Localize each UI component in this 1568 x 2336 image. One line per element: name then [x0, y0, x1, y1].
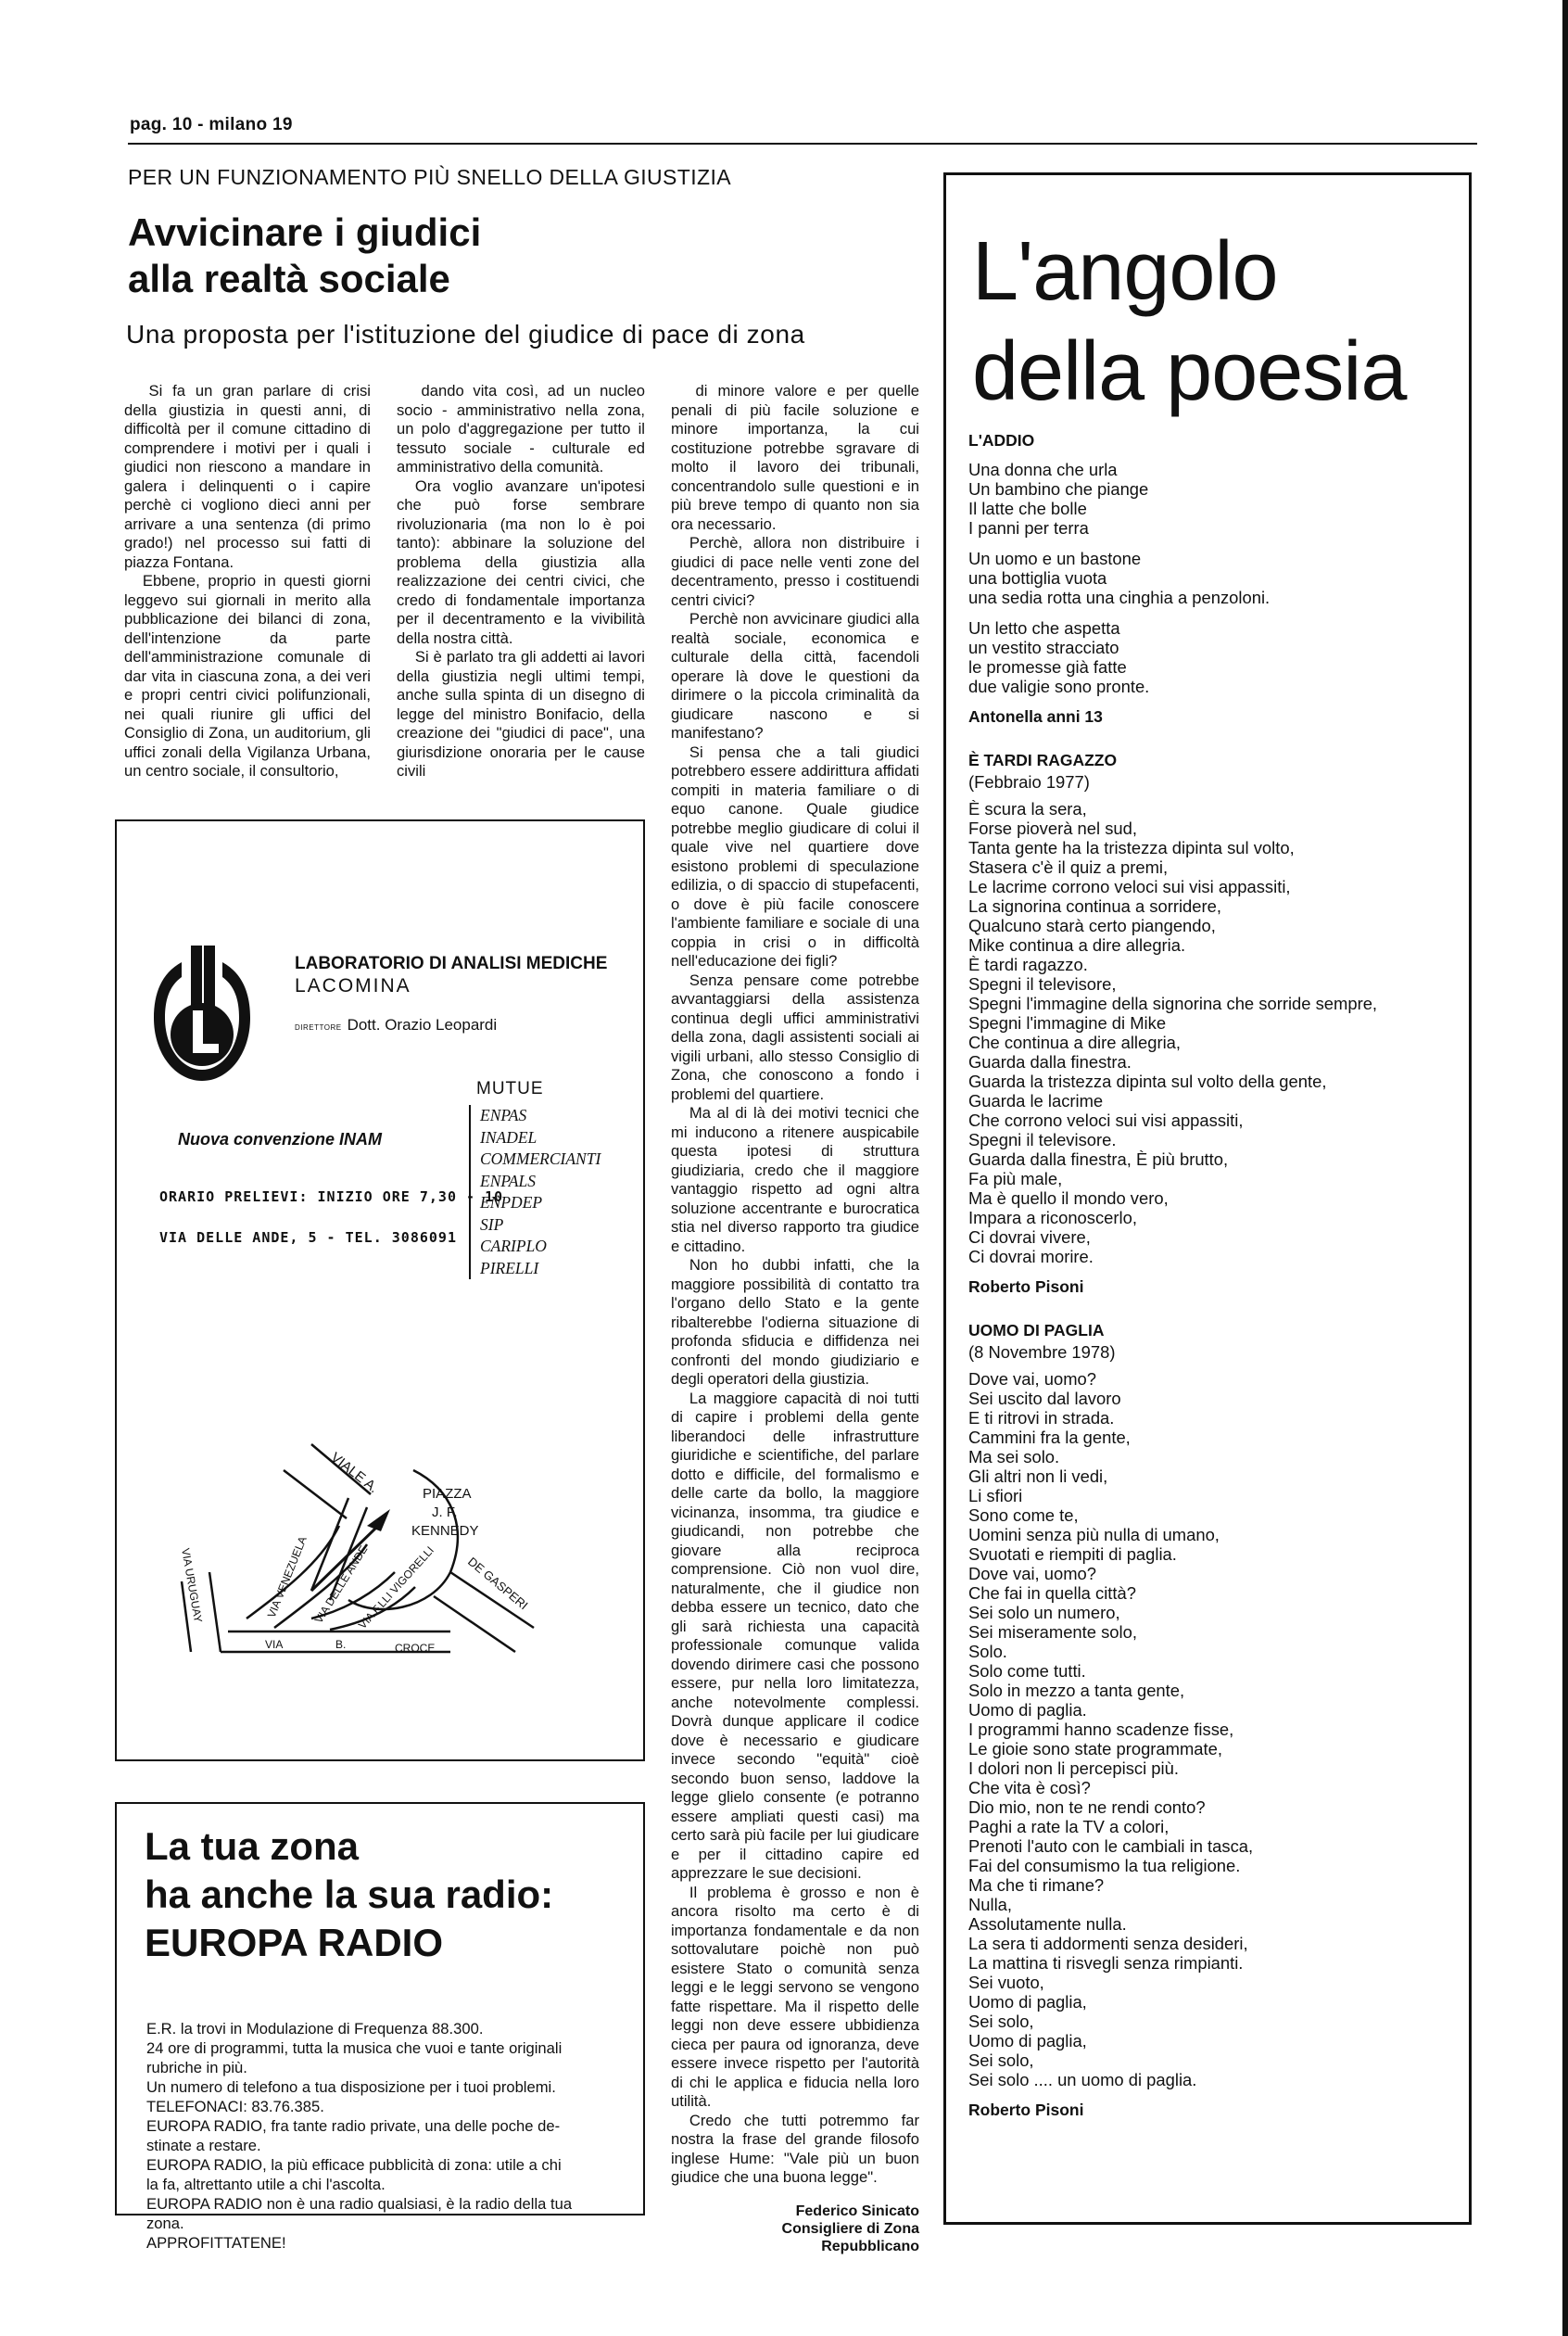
poem-title: L'ADDIO	[968, 431, 1035, 450]
radio-headline-line: La tua zona	[145, 1824, 360, 1868]
poem-line: Guarda la tristezza dipinta sul volto della gente,	[968, 1072, 1327, 1091]
poem-line: I panni per terra	[968, 518, 1089, 538]
radio-line: TELEFONACI: 83.76.385.	[146, 2098, 324, 2115]
poem-line: Che corrono veloci sui visi appassiti,	[968, 1111, 1244, 1130]
article-title	[128, 209, 481, 301]
poem-line: Dove vai, uomo?	[968, 1369, 1097, 1389]
poem-line: Mike continua a dire allegria.	[968, 935, 1186, 955]
poem-line: È scura la sera,	[968, 799, 1087, 819]
poem-date: (Febbraio 1977)	[968, 772, 1090, 792]
poem-line: Un bambino che piange	[968, 479, 1149, 499]
poem-line: E ti ritrovi in strada.	[968, 1408, 1115, 1428]
poem-line: Ma sei solo.	[968, 1447, 1060, 1466]
poem-line: Guarda dalla finestra, È più brutto,	[968, 1149, 1229, 1169]
radio-line: zona.	[146, 2215, 184, 2232]
map-label-street: VIA	[265, 1638, 284, 1651]
poem-line: La mattina ti risvegli senza rimpianti.	[968, 1953, 1244, 1973]
poem-line: Tanta gente ha la tristezza dipinta sul volto,	[968, 838, 1295, 857]
poem-stanza	[968, 549, 1460, 607]
poem-line: Dio mio, non te ne rendi conto?	[968, 1797, 1206, 1817]
radio-line: EUROPA RADIO non è una radio qualsiasi, è la radio della tua	[146, 2195, 573, 2213]
map-label-street: VIA F.LLI VIGORELLI	[355, 1543, 437, 1632]
page-edge	[1562, 0, 1568, 2336]
poem-line: Le lacrime corrono veloci sui visi appassiti,	[968, 877, 1291, 896]
poetry-title	[972, 222, 1406, 422]
poem-stanza	[968, 1369, 1460, 2089]
paragraph: Si fa un gran parlare di crisi della giustizia in questi anni, di difficoltà per il comune cittadino di comprendere i motivi per i quali i giudici non riescono a mandare in galera i delinquenti o i capire perchè ci vogliono dieci anni per arrivare a una sentenza (di primo grado!) nel processo sui fatti di piazza Fontana.	[124, 382, 371, 571]
poem-line: Spegni l'immagine di Mike	[968, 1013, 1167, 1033]
poem-line: Che continua a dire allegria,	[968, 1033, 1182, 1052]
mutue-item: PIRELLI	[480, 1258, 539, 1277]
map-label-street: VIA VENEZUELA	[264, 1534, 310, 1620]
poem-line: un vestito stracciato	[968, 638, 1119, 657]
paragraph: Perchè, allora non distribuire i giudici di pace nelle venti zone del decentramento, presso i costituendi centri civici?	[671, 534, 919, 609]
poem-line: Cammini fra la gente,	[968, 1428, 1131, 1447]
poem-line: Fa più male,	[968, 1169, 1063, 1188]
poem-line: una bottiglia vuota	[968, 568, 1107, 588]
article-kicker: PER UN FUNZIONAMENTO PIÙ SNELLO DELLA GIUSTIZIA	[128, 165, 731, 189]
lab-logo-icon	[154, 946, 250, 1083]
article-title-line: Avvicinare i giudici	[128, 210, 482, 254]
poem-date: (8 Novembre 1978)	[968, 1342, 1116, 1362]
poem-line: Spegni il televisore,	[968, 974, 1117, 994]
poem-stanza	[968, 799, 1460, 1266]
poem-stanza	[968, 618, 1460, 696]
paragraph: Senza pensare come potrebbe avvantaggiarsi della assistenza continua degli uffici amministrativi della zona, dagli assistenti sociali ai vigili urbani, allo stesso Consiglio di Zona, che conoscono a fondo i problemi del quartiere.	[671, 971, 919, 1103]
paragraph: Si pensa che a tali giudici potrebbero essere addirittura affidati compiti in materia familiare o di equo canone. Quale giudice potrebbe meglio giudicare di colui il quale vive nel quartiere dove esistono problemi di speculazione edilizia, o di spaccio di stupefacenti, o dove è più facile conoscere l'ambiente familiare e sociale di una coppia in crisi o in difficoltà nell'educazione dei figli?	[671, 743, 919, 970]
radio-headline	[145, 1822, 553, 1967]
paragraph: Ebbene, proprio in questi giorni leggevo sui giornali in merito alla pubblicazione dei bilanci di zona, dell'intenzione da parte dell'amministrazione comunale di dar vita in ciascuna zona, a dei veri e propri centri civici polifunzionali, nei quali riunire gli uffici del Consiglio di Zona, un auditorium, gli uffici zonali della Vigilanza Urbana, un centro sociale, il consultorio,	[124, 572, 371, 780]
director-label: DIRETTORE	[295, 1023, 342, 1032]
map-label-piazza: KENNEDY	[411, 1523, 479, 1539]
poem-line: Ma che ti rimane?	[968, 1875, 1105, 1895]
lab-director	[295, 1016, 497, 1035]
paragraph: Ora voglio avanzare un'ipotesi che può forse sembrare rivoluzionaria (ma non lo è poi tanto): abbinare la soluzione del problema della giustizia alla realizzazione dei centri civici, che credo di fondamentale importanza per il decentramento e la vivibilità della nostra città.	[397, 476, 645, 647]
lab-name	[295, 953, 607, 997]
article-column-3	[671, 382, 919, 2255]
poem-line: Ci dovrai morire.	[968, 1247, 1094, 1266]
map-label-street: VIA DELLE ANDE	[311, 1543, 371, 1626]
poem-line: Guarda le lacrime	[968, 1091, 1104, 1111]
poem-line: Nulla,	[968, 1895, 1013, 1914]
poem-line: Qualcuno starà certo piangendo,	[968, 916, 1216, 935]
poem-stanza	[968, 460, 1460, 538]
poem-line: Una donna che urla	[968, 460, 1118, 479]
poem-line: Uomo di paglia,	[968, 1992, 1087, 2012]
signature-line: Repubblicano	[821, 2238, 919, 2254]
poem-line: Le gioie sono state programmate,	[968, 1739, 1222, 1758]
paragraph: Credo che tutti potremmo far nostra la frase del grande filosofo inglese Hume: "Vale più un buon giudice che una buona legge".	[671, 2111, 919, 2186]
poem-line: Che vita è così?	[968, 1778, 1091, 1797]
article-column-1	[124, 382, 371, 781]
poem-line: Sei solo,	[968, 2050, 1034, 2070]
poem-title: È TARDI RAGAZZO	[968, 751, 1118, 769]
poem-line: Sei solo un numero,	[968, 1603, 1120, 1622]
poem-line: La sera ti addormenti senza desideri,	[968, 1934, 1248, 1953]
signature-line: Consigliere di Zona	[781, 2220, 919, 2237]
radio-line: Un numero di telefono a tua disposizione per i tuoi problemi.	[146, 2078, 556, 2096]
paragraph: dando vita così, ad un nucleo socio - amministrativo nella zona, un polo d'aggregazione per tutto il tessuto sociale - culturale ed amministrativo della comunità.	[397, 382, 645, 476]
article-subtitle: Una proposta per l'istituzione del giudice di pace di zona	[126, 320, 805, 349]
lab-advertisement	[115, 819, 645, 1761]
map-label-street: B.	[335, 1638, 347, 1651]
director-name: Dott. Orazio Leopardi	[347, 1016, 498, 1034]
poem-line: Impara a riconoscerlo,	[968, 1208, 1137, 1227]
poetry-title-line: L'angolo	[972, 225, 1278, 318]
poem-line: Prenoti l'auto con le cambiali in tasca,	[968, 1836, 1254, 1856]
location-map	[172, 1433, 599, 1683]
poem-line: Uomini senza più nulla di umano,	[968, 1525, 1220, 1544]
poem-line: Un uomo e un bastone	[968, 549, 1142, 568]
mutue-item: SIP	[480, 1214, 504, 1234]
radio-headline-line: ha anche la sua radio:	[145, 1873, 554, 1916]
poem-line: Uomo di paglia.	[968, 1700, 1087, 1720]
radio-body	[146, 2019, 628, 2253]
article-title-line: alla realtà sociale	[128, 256, 450, 300]
mutue-item: ENPDEP	[480, 1193, 543, 1212]
radio-headline-line: EUROPA RADIO	[145, 1921, 444, 1964]
poem-line: Dove vai, uomo?	[968, 1564, 1097, 1583]
map-label-street: VIA URUGUAY	[179, 1547, 205, 1624]
mutue-item: COMMERCIANTI	[480, 1149, 601, 1168]
map-label-street: CROCE	[395, 1642, 436, 1655]
radio-line: stinate a restare.	[146, 2137, 261, 2154]
poetry-title-line: della poesia	[972, 325, 1407, 418]
paragraph: Si è parlato tra gli addetti ai lavori della giustizia negli ultimi tempi, anche sulla spinta di un disegno di legge del ministro Bonifacio, della creazione dei "giudici di pace", una giurisdizione onoraria per le cause civili	[397, 648, 645, 780]
poem-line: Sei uscito dal lavoro	[968, 1389, 1121, 1408]
poem-line: due valigie sono pronte.	[968, 677, 1150, 696]
poem-line: Sei miseramente solo,	[968, 1622, 1137, 1642]
poem-line: una sedia rotta una cinghia a penzoloni.	[968, 588, 1271, 607]
radio-line: EUROPA RADIO, la più efficace pubblicità di zona: utile a chi	[146, 2156, 562, 2174]
poem-author: Roberto Pisoni	[968, 1277, 1084, 1296]
mutue-heading: MUTUE	[476, 1079, 544, 1098]
poem-line: Stasera c'è il quiz a premi,	[968, 857, 1169, 877]
poem-line: Paghi a rate la TV a colori,	[968, 1817, 1170, 1836]
poem-line: Fai del consumismo la tua religione.	[968, 1856, 1241, 1875]
mutue-item: CARIPLO	[480, 1237, 547, 1255]
radio-advertisement	[115, 1802, 645, 2252]
poem-line: I programmi hanno scadenze fisse,	[968, 1720, 1234, 1739]
poem-line: Ma è quello il mondo vero,	[968, 1188, 1169, 1208]
poem-line: Svuotati e riempiti di paglia.	[968, 1544, 1177, 1564]
poem-line: Solo come tutti.	[968, 1661, 1086, 1681]
radio-line: rubriche in più.	[146, 2059, 247, 2076]
poem-line: La signorina continua a sorridere,	[968, 896, 1221, 916]
poem-line: Sei vuoto,	[968, 1973, 1044, 1992]
poem-line: Spegni il televisore.	[968, 1130, 1117, 1149]
poem-line: Gli altri non li vedi,	[968, 1466, 1108, 1486]
paragraph: La maggiore capacità di noi tutti di capire i problemi della gente liberandoci delle infrastrutture giuridiche e scientifiche, del parlare dotto e difficile, del formalismo e delle carte da bollo, la maggiore vicinanza, insomma, tra giudice e giudicandi, non potrebbe che giovare alla reciproca comprensione. Ciò non vuol dire, naturalmente, che il giudice non debba essere un tecnico, dato che gli sarà richiesta una capacità professionale comunque valida dovendo dirimere casi che possono essere, pur nella loro limitatezza, anche notevolmente complessi. Dovrà dunque applicare il codice dove è necessario e giudicare invece secondo "equità" cioè secondo buon senso, laddove la legge glielo consente (e potranno essere ampliati questi casi) ma certo sarà più facile per lui giudicare e per il cittadino capire ed apprezzare le sue decisioni.	[671, 1389, 919, 1882]
lab-address: VIA DELLE ANDE, 5 - TEL. 3086091	[159, 1229, 457, 1246]
paragraph: Non ho dubbi infatti, che la maggiore possibilità di contatto tra l'organo dello Stato e la gente ribalterebbe l'odierna situazione di profonda sfiducia e diffidenza nei confronti del mondo giudiziario e degli operatori della giustizia.	[671, 1256, 919, 1388]
poem-line: Il latte che bolle	[968, 499, 1087, 518]
poem-line: Li sfiori	[968, 1486, 1023, 1505]
poetry-corner	[943, 172, 1472, 2225]
convenzione-text: Nuova convenzione INAM	[178, 1130, 383, 1149]
paragraph: Il problema è grosso e non è ancora risolto ma certo è di importanza fondamentale e da non sottovalutare poichè non può esistere Stato o comunità senza leggi e le leggi servono se vengono fatte rispettare. Ma il rispetto delle leggi non deve essere ubbidienza cieca per paura od ignoranza, deve essere invece rispetto per l'autorità di chi le applica e fiducia nella loro utilità.	[671, 1883, 919, 2110]
poem-line: Sei solo,	[968, 2012, 1034, 2031]
map-label-street: VIALE A.	[327, 1449, 382, 1497]
poem-line: Ci dovrai vivere,	[968, 1227, 1091, 1247]
signature-line: Federico Sinicato	[795, 2203, 919, 2219]
poem-author: Roberto Pisoni	[968, 2101, 1084, 2119]
map-label-piazza: J. F.	[432, 1504, 458, 1520]
radio-line: APPROFITTATENE!	[146, 2234, 286, 2252]
poem-line: Solo in mezzo a tanta gente,	[968, 1681, 1185, 1700]
poem-line: I dolori non li percepisci più.	[968, 1758, 1179, 1778]
poem-author: Antonella anni 13	[968, 707, 1103, 726]
opening-hours: ORARIO PRELIEVI: INIZIO ORE 7,30 - 10	[159, 1188, 504, 1205]
poem-line: le promesse già fatte	[968, 657, 1127, 677]
poems-container	[968, 431, 1460, 2144]
poem-line: Forse pioverà nel sud,	[968, 819, 1137, 838]
map-label-street: DE GASPERI	[465, 1554, 531, 1613]
poem-line: Un letto che aspetta	[968, 618, 1120, 638]
radio-line: E.R. la trovi in Modulazione di Frequenza 88.300.	[146, 2020, 484, 2038]
poem-line: Uomo di paglia,	[968, 2031, 1087, 2050]
article-column-2	[397, 382, 645, 781]
article-signature	[671, 2203, 919, 2255]
poem-line: Spegni l'immagine della signorina che sorride sempre,	[968, 994, 1378, 1013]
map-label-piazza: PIAZZA	[423, 1486, 472, 1502]
page-header: pag. 10 - milano 19	[130, 115, 293, 134]
poem-line: Sono come te,	[968, 1505, 1079, 1525]
lab-name-line: LABORATORIO DI ANALISI MEDICHE	[295, 954, 608, 973]
radio-line: la fa, altrettanto utile a chi l'ascolta.	[146, 2176, 386, 2193]
poem-title: UOMO DI PAGLIA	[968, 1321, 1105, 1339]
paragraph: di minore valore e per quelle penali di più facile soluzione e minore importanza, la cui costituzione potrebbe sgravare di molto il lavoro dei tribunali, concentrandolo sulle questioni e in più breve tempo di quanto non sia ora necessario.	[671, 382, 919, 533]
poem-line: Che fai in quella città?	[968, 1583, 1136, 1603]
mutue-item: ENPALS	[480, 1171, 536, 1190]
mutue-item: ENPAS	[480, 1106, 527, 1124]
header-rule	[128, 143, 1477, 145]
poem-line: È tardi ragazzo.	[968, 955, 1088, 974]
lab-name-line: LACOMINA	[295, 975, 411, 997]
mutue-item: INADEL	[480, 1127, 537, 1147]
paragraph: Perchè non avvicinare giudici alla realtà sociale, economica e culturale della città, facendoli operare là dove le questioni da dirimere o la piccola criminalità da giudicare nascono e si manifestano?	[671, 610, 919, 742]
radio-line: EUROPA RADIO, fra tante radio private, una delle poche de-	[146, 2117, 561, 2135]
radio-line: 24 ore di programmi, tutta la musica che vuoi e tante originali	[146, 2039, 563, 2057]
paragraph: Ma al di là dei motivi tecnici che mi inducono a ritenere auspicabile questa ipotesi di struttura giudiziaria, credo che il maggiore vantaggio rispetto ad ogni altra soluzione accentrante e burocratica stia nel diverso rapporto tra giudice e cittadino.	[671, 1104, 919, 1255]
poem-line: Assolutamente nulla.	[968, 1914, 1127, 1934]
poem-line: Guarda dalla finestra.	[968, 1052, 1132, 1072]
poem-line: Solo.	[968, 1642, 1007, 1661]
poem-line: Sei solo .... un uomo di paglia.	[968, 2070, 1197, 2089]
